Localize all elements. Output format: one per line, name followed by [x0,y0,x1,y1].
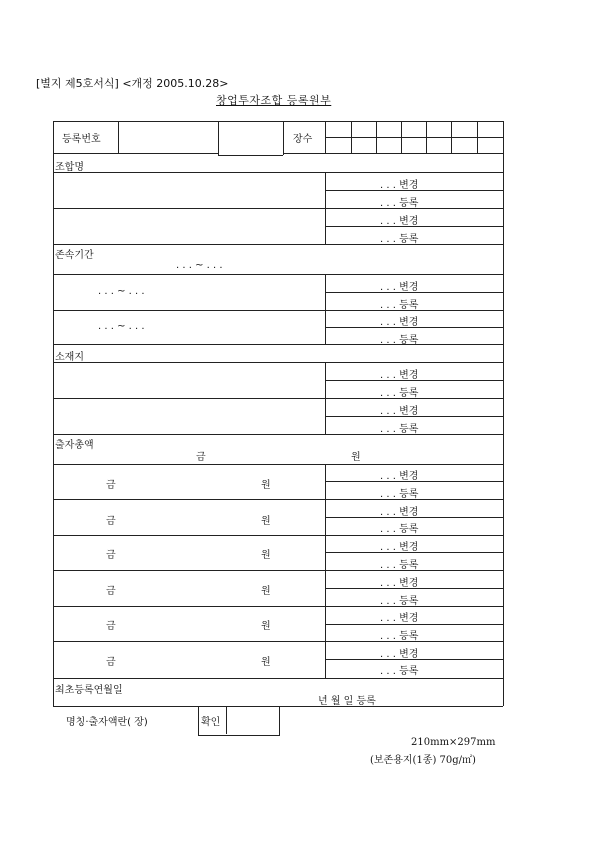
capital-change-4: . . . 변경 [380,578,419,589]
sheets-grid-line [376,121,377,153]
capital-register-4: . . . 등록 [380,596,419,607]
duration-change-2: . . . 변경 [380,317,419,328]
confirm-label: 확인 [201,717,221,728]
row-line [53,398,503,399]
capital-main-currency: 금 [196,452,206,463]
first-reg-date: 년 월 일 등록 [318,696,376,707]
paper-size: 210mm×297mm [411,737,496,748]
capital-won-2: 원 [261,516,271,527]
capital-currency-4: 금 [106,586,116,597]
row-line [53,570,503,571]
row-line [53,208,503,209]
duration-entry-1: . . . ~ . . . [98,286,145,297]
reg-no-label: 등록번호 [62,134,101,145]
paper-type: (보존용지(1종) 70g/㎡) [370,755,476,766]
row-line [53,344,503,345]
sub-sheet-label: 명칭·출자액란( 장) [66,717,148,728]
duration-register-1: . . . 등록 [380,300,419,311]
sheets-label-left [283,121,284,155]
row-line [325,624,503,625]
capital-currency-6: 금 [106,657,116,668]
name-register-1: . . . 등록 [380,198,419,209]
sheets-label: 장수 [293,134,313,145]
form-reference: [별지 제5호서식] <개정 2005.10.28> [36,77,229,90]
row-line [53,434,503,435]
location-register-2: . . . 등록 [380,424,419,435]
row-line [53,606,503,607]
capital-currency-5: 금 [106,621,116,632]
capital-register-1: . . . 등록 [380,489,419,500]
sheets-grid-line [426,121,427,153]
row-line [53,362,503,363]
capital-won-1: 원 [261,480,271,491]
capital-won-3: 원 [261,550,271,561]
section-name-label: 조합명 [55,162,84,173]
sheets-grid-left [325,121,326,153]
name-change-1: . . . 변경 [380,180,419,191]
confirm-divider [226,706,227,734]
section-first-reg-label: 최초등록연월일 [55,685,123,696]
table-top-border [53,121,503,122]
col-line [325,274,326,344]
capital-main-won: 원 [351,452,361,463]
location-register-1: . . . 등록 [380,388,419,399]
col-line [325,464,326,678]
row-line [53,499,503,500]
duration-entry-2: . . . ~ . . . [98,321,145,332]
capital-change-3: . . . 변경 [380,542,419,553]
capital-register-5: . . . 등록 [380,631,419,642]
capital-register-3: . . . 등록 [380,560,419,571]
table-right-border [503,121,504,706]
capital-change-2: . . . 변경 [380,507,419,518]
location-change-1: . . . 변경 [380,370,419,381]
capital-currency-2: 금 [106,516,116,527]
page-title: 창업투자조합 등록원부 [216,94,332,107]
section-capital-label: 출자총액 [55,440,94,451]
sheets-grid-line [351,121,352,153]
row-line [53,678,503,679]
capital-won-6: 원 [261,657,271,668]
reg-label-divider [118,121,119,153]
capital-won-5: 원 [261,621,271,632]
capital-change-6: . . . 변경 [380,649,419,660]
row-line [53,464,503,465]
reg-value-divider [218,121,219,155]
capital-register-6: . . . 등록 [380,666,419,677]
name-register-2: . . . 등록 [380,234,419,245]
capital-register-2: . . . 등록 [380,524,419,535]
capital-won-4: 원 [261,586,271,597]
row-line [53,310,503,311]
sheets-grid-line [451,121,452,153]
duration-register-2: . . . 등록 [380,335,419,346]
section-duration-label: 존속기간 [55,250,94,261]
sheets-grid-line [401,121,402,153]
row-line [53,274,503,275]
capital-change-1: . . . 변경 [380,471,419,482]
row-line [53,641,503,642]
capital-currency-1: 금 [106,480,116,491]
reg-row-bottom-mid [218,155,283,156]
sheets-grid-line [477,121,478,153]
reg-row-bottom-right [283,153,503,154]
duration-period: . . . ~ . . . [176,260,223,271]
location-change-2: . . . 변경 [380,406,419,417]
capital-currency-3: 금 [106,550,116,561]
row-line [53,244,503,245]
duration-change-1: . . . 변경 [380,282,419,293]
capital-change-5: . . . 변경 [380,613,419,624]
name-change-2: . . . 변경 [380,216,419,227]
row-line [53,535,503,536]
reg-row-bottom-left [53,153,218,154]
section-location-label: 소재지 [55,352,84,363]
row-line [53,172,503,173]
